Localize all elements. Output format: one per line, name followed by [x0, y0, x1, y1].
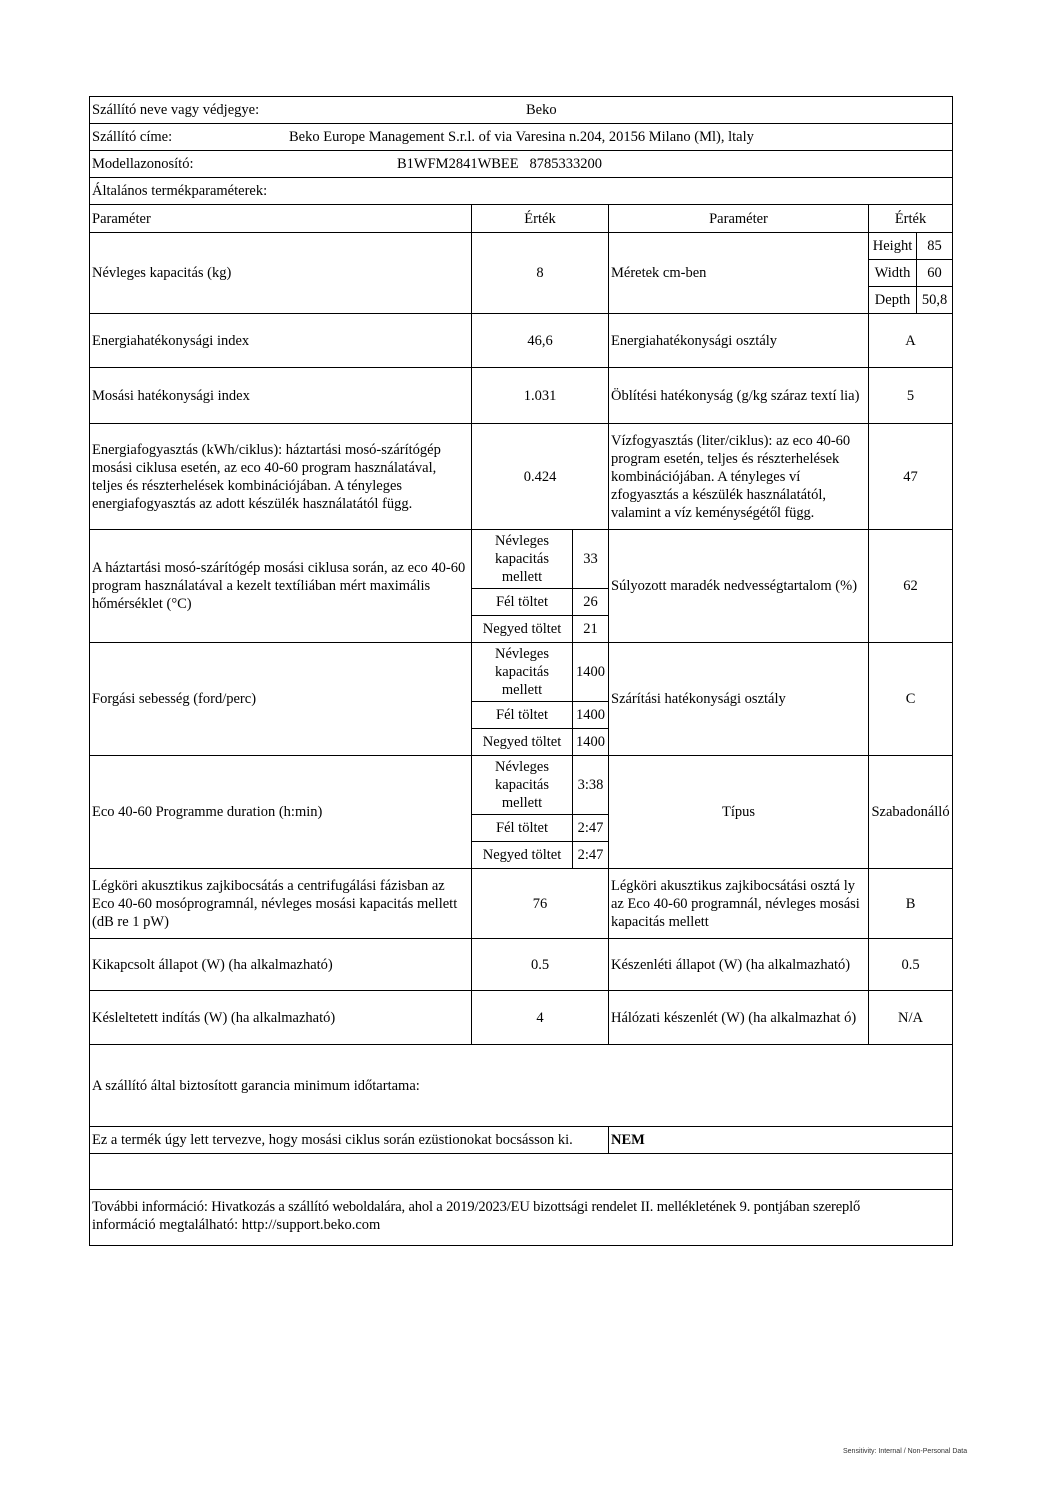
- more-info-line-1: További információ: Hivatkozás a szállító weboldalára, ahol a 2019/2023/EU bizottsági rendelet II. mellékletének 9. pontjában szereplő: [92, 1199, 861, 1215]
- energy-class-value: A: [869, 314, 953, 368]
- moisture-value: 62: [869, 530, 953, 643]
- eei-row: [90, 314, 953, 368]
- type-label: Típus: [609, 756, 869, 869]
- silver-ions-label: Ez a termék úgy lett tervezve, hogy mosási ciklus során ezüstionokat bocsásson ki.: [90, 1127, 609, 1154]
- column-header-param-1: Paraméter: [90, 205, 472, 233]
- energy-consumption-label: Energiafogyasztás (kWh/ciklus): háztartási mosó-szárítógép mosási ciklusa esetén, az eco 40-60 program használatával, teljes és részterhelések kombinációjában. A tényleges energiafogyasztás az adott készülék használatától függ.: [90, 424, 472, 530]
- max-temp-quarter-label: Negyed töltet: [472, 616, 573, 643]
- noise-class-value: B: [869, 869, 953, 939]
- rinsing-value: 5: [869, 368, 953, 424]
- supplier-label: Szállító neve vagy védjegye:: [92, 102, 260, 118]
- energy-consumption-value: 0.424: [472, 424, 609, 530]
- width-label: Width: [869, 260, 917, 287]
- washing-index-label: Mosási hatékonysági index: [90, 368, 472, 424]
- duration-rated-value: 3:38: [573, 756, 609, 815]
- spin-half-value: 1400: [573, 702, 609, 729]
- spin-rated-label: Névleges kapacitás mellett: [472, 643, 573, 702]
- standby-value: 0.5: [869, 939, 953, 991]
- max-temp-half-value: 26: [573, 589, 609, 616]
- parameters-table: [89, 96, 953, 1246]
- column-header-param-2: Paraméter: [609, 205, 869, 233]
- duration-half-value: 2:47: [573, 815, 609, 842]
- spin-rated-value: 1400: [573, 643, 609, 702]
- model-code: 8785333200: [529, 156, 603, 172]
- delay-start-value: 4: [472, 991, 609, 1045]
- noise-label: Légköri akusztikus zajkibocsátás a centrifugálási fázisban az Eco 40-60 mosóprogramnál, névleges mosási kapacitás mellett (dB re 1 pW): [90, 869, 472, 939]
- address-value: Beko Europe Management S.r.l. of via Varesina n.204, 20156 Milano (Ml), ltaly: [289, 129, 754, 145]
- max-temp-label-tail: maximális hőmérséklet (°C): [92, 578, 431, 612]
- energy-class-label: Energiahatékonysági osztály: [609, 314, 869, 368]
- energy-consumption-row: [90, 424, 953, 530]
- rinsing-label: Öblítési hatékonyság (g/kg száraz textí lia): [609, 368, 869, 424]
- sensitivity-label: Sensitivity: Internal / Non-Personal Data: [843, 1448, 968, 1455]
- water-consumption-label: Vízfogyasztás (liter/ciklus): az eco 40-60 program esetén, teljes és részterhelések kombinációjában. A tényleges ví zfogyasztás a készülék használatától,: [611, 432, 851, 503]
- depth-value: 50,8: [917, 287, 953, 314]
- duration-quarter-value: 2:47: [573, 842, 609, 869]
- capacity-row: [90, 233, 953, 260]
- height-value: 85: [917, 233, 953, 260]
- more-info-row: [90, 1190, 953, 1246]
- eei-label: Energiahatékonysági index: [90, 314, 472, 368]
- off-mode-row: [90, 939, 953, 991]
- max-temp-rated-row: [90, 530, 953, 589]
- max-temp-rated-value: 33: [573, 530, 609, 589]
- network-standby-value: N/A: [869, 991, 953, 1045]
- more-info-cell: [90, 1190, 953, 1246]
- spin-quarter-value: 1400: [573, 729, 609, 756]
- capacity-value: 8: [472, 233, 609, 314]
- depth-label: Depth: [869, 287, 917, 314]
- warranty-row: [90, 1045, 953, 1127]
- spin-half-label: Fél töltet: [472, 702, 573, 729]
- duration-quarter-label: Negyed töltet: [472, 842, 573, 869]
- height-label: Height: [869, 233, 917, 260]
- max-temp-rated-label: Névleges kapacitás mellett: [472, 530, 573, 589]
- off-mode-value: 0.5: [472, 939, 609, 991]
- duration-half-label: Fél töltet: [472, 815, 573, 842]
- max-temp-quarter-value: 21: [573, 616, 609, 643]
- type-value: Szabadonálló: [869, 756, 953, 869]
- water-consumption-cell: [609, 424, 869, 530]
- model-value: B1WFM2841WBEE: [397, 156, 519, 172]
- width-value: 60: [917, 260, 953, 287]
- supplier-row: [90, 97, 953, 124]
- duration-rated-label: Névleges kapacitás mellett: [472, 756, 573, 815]
- delay-start-row: [90, 991, 953, 1045]
- standby-label: Készenléti állapot (W) (ha alkalmazható): [609, 939, 869, 991]
- general-params-label: Általános termékparaméterek:: [90, 178, 953, 205]
- model-row: [90, 151, 953, 178]
- column-header-row: [90, 205, 953, 233]
- warranty-label: A szállító által biztosított garancia minimum időtartama:: [90, 1045, 953, 1127]
- washing-index-row: [90, 368, 953, 424]
- capacity-label: Névleges kapacitás (kg): [90, 233, 472, 314]
- column-header-value-1: Érték: [472, 205, 609, 233]
- drying-class-value: C: [869, 643, 953, 756]
- max-temp-half-label: Fél töltet: [472, 589, 573, 616]
- moisture-label: Súlyozott maradék nedvességtartalom (%): [609, 530, 869, 643]
- supplier-value: Beko: [526, 102, 557, 118]
- model-label: Modellazonosító:: [92, 156, 194, 172]
- noise-row: [90, 869, 953, 939]
- water-consumption-label-tail: valamint a víz keménységétől függ.: [611, 504, 815, 521]
- empty-row: [90, 1154, 953, 1190]
- spin-quarter-label: Negyed töltet: [472, 729, 573, 756]
- spin-rated-row: [90, 643, 953, 702]
- duration-rated-row: [90, 756, 953, 815]
- general-params-row: [90, 178, 953, 205]
- address-row: [90, 124, 953, 151]
- drying-class-label: Szárítási hatékonysági osztály: [609, 643, 869, 756]
- delay-start-label: Késleltetett indítás (W) (ha alkalmazható): [90, 991, 472, 1045]
- washing-index-value: 1.031: [472, 368, 609, 424]
- noise-value: 76: [472, 869, 609, 939]
- max-temp-label: A háztartási mosó-szárítógép mosási ciklusa során, az eco 40-60 program használatával a kezelt textíliában mért: [92, 560, 466, 594]
- dimensions-label: Méretek cm-ben: [609, 233, 869, 314]
- max-temp-cell: [90, 530, 472, 643]
- product-information-sheet: [89, 96, 952, 1246]
- noise-class-label: Légköri akusztikus zajkibocsátási osztá ly az Eco 40-60 programnál, névleges mosási kapacitás mellett: [609, 869, 869, 939]
- address-label: Szállító címe:: [92, 129, 173, 145]
- eei-value: 46,6: [472, 314, 609, 368]
- duration-label: Eco 40-60 Programme duration (h:min): [90, 756, 472, 869]
- column-header-value-2: Érték: [869, 205, 953, 233]
- silver-ions-value: NEM: [609, 1127, 953, 1154]
- off-mode-label: Kikapcsolt állapot (W) (ha alkalmazható): [90, 939, 472, 991]
- water-consumption-value: 47: [869, 424, 953, 530]
- silver-ions-row: [90, 1127, 953, 1154]
- model-identifier: [397, 155, 602, 173]
- network-standby-label: Hálózati készenlét (W) (ha alkalmazhat ó): [609, 991, 869, 1045]
- more-info-line-2: információ megtalálható: http://support.beko.com: [92, 1217, 381, 1233]
- spin-label: Forgási sebesség (ford/perc): [90, 643, 472, 756]
